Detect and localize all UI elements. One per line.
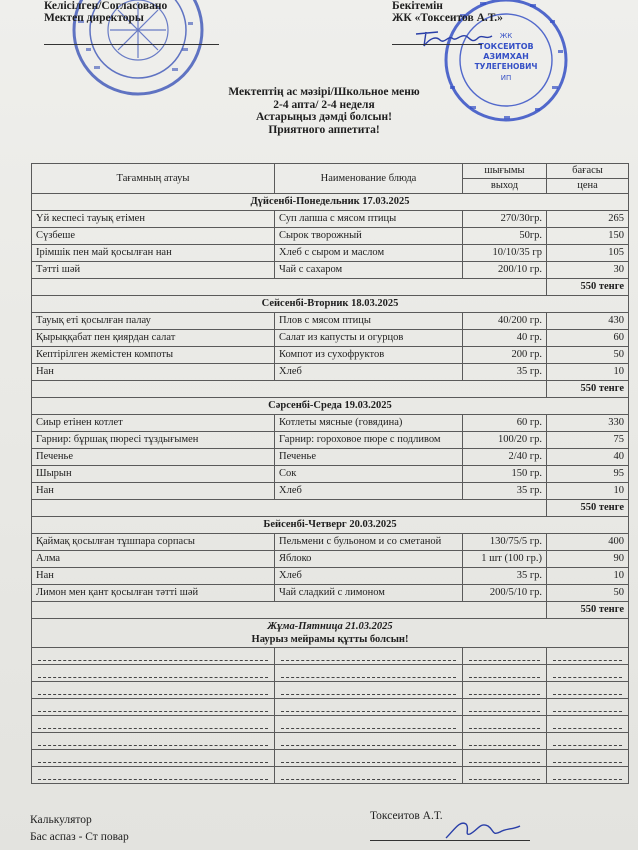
empty-cell bbox=[463, 648, 547, 665]
dish-name-ru: Хлеб с сыром и маслом bbox=[275, 245, 463, 262]
empty-row bbox=[32, 699, 629, 716]
dish-price: 430 bbox=[547, 313, 629, 330]
empty-cell bbox=[32, 767, 275, 784]
approve-label: Бекітемін bbox=[392, 0, 443, 12]
dish-price: 30 bbox=[547, 262, 629, 279]
empty-cell bbox=[463, 682, 547, 699]
dish-name-kz: Қаймақ қосылған тұшпара сорпасы bbox=[32, 534, 275, 551]
bottom-signature-line bbox=[370, 840, 530, 841]
table-row bbox=[32, 466, 629, 483]
day-total: 550 тенге bbox=[547, 500, 629, 517]
dish-output: 40/200 гр. bbox=[463, 313, 547, 330]
company-label: ЖК «Токсеитов А.Т.» bbox=[392, 12, 503, 24]
day-header-row bbox=[32, 398, 629, 415]
dish-output: 35 гр. bbox=[463, 364, 547, 381]
svg-text:ЖК: ЖК bbox=[499, 32, 513, 40]
dish-price: 50 bbox=[547, 347, 629, 364]
dish-price: 60 bbox=[547, 330, 629, 347]
total-row bbox=[32, 381, 629, 398]
friday-date: Жұма-Пятница 21.03.2025 bbox=[267, 621, 393, 632]
svg-text:ИП: ИП bbox=[500, 74, 512, 82]
dish-name-kz: Печенье bbox=[32, 449, 275, 466]
table-row bbox=[32, 364, 629, 381]
calculator-label: Калькулятор bbox=[30, 814, 92, 826]
dish-price: 400 bbox=[547, 534, 629, 551]
total-row bbox=[32, 602, 629, 619]
header-row bbox=[32, 164, 629, 179]
dish-name-kz: Алма bbox=[32, 551, 275, 568]
director-signature-line bbox=[44, 44, 219, 45]
dish-name-ru: Чай сладкий с лимоном bbox=[275, 585, 463, 602]
table-row bbox=[32, 568, 629, 585]
empty-cell bbox=[547, 716, 629, 733]
empty-cell bbox=[32, 733, 275, 750]
dish-name-kz: Шырын bbox=[32, 466, 275, 483]
empty-row bbox=[32, 716, 629, 733]
approval-right bbox=[392, 0, 503, 24]
empty-cell bbox=[32, 699, 275, 716]
friday-title bbox=[32, 619, 629, 648]
empty-cell bbox=[547, 648, 629, 665]
dish-name-kz: Сүзбеше bbox=[32, 228, 275, 245]
dish-name-ru: Чай с сахаром bbox=[275, 262, 463, 279]
day-header-row bbox=[32, 296, 629, 313]
dish-price: 50 bbox=[547, 585, 629, 602]
empty-cell bbox=[547, 682, 629, 699]
dish-name-ru: Компот из сухофруктов bbox=[275, 347, 463, 364]
menu-title bbox=[0, 86, 638, 136]
empty-cell bbox=[547, 733, 629, 750]
total-spacer bbox=[32, 602, 547, 619]
table-row bbox=[32, 483, 629, 500]
menu-table bbox=[31, 163, 629, 784]
empty-cell bbox=[275, 750, 463, 767]
table-row bbox=[32, 449, 629, 466]
empty-cell bbox=[463, 665, 547, 682]
table-row bbox=[32, 585, 629, 602]
dish-output: 35 гр. bbox=[463, 568, 547, 585]
total-row bbox=[32, 279, 629, 296]
dish-name-ru: Хлеб bbox=[275, 483, 463, 500]
approver-signature bbox=[412, 24, 502, 50]
header-price-kz: бағасы bbox=[547, 164, 629, 179]
empty-cell bbox=[547, 750, 629, 767]
total-spacer bbox=[32, 279, 547, 296]
svg-text:АЗИМХАН: АЗИМХАН bbox=[483, 52, 529, 61]
empty-cell bbox=[463, 767, 547, 784]
empty-cell bbox=[463, 750, 547, 767]
svg-text:ТОКСЕИТОВ: ТОКСЕИТОВ bbox=[478, 42, 534, 51]
dish-price: 40 bbox=[547, 449, 629, 466]
title-line-4: Приятного аппетита! bbox=[268, 123, 380, 136]
dish-name-ru: Пельмени с бульоном и со сметаной bbox=[275, 534, 463, 551]
title-line-1: Мектептің ас мәзірі/Школьное меню bbox=[228, 86, 420, 98]
title-line-3: Астарыңыз дәмді болсын! bbox=[256, 111, 392, 123]
total-row bbox=[32, 500, 629, 517]
empty-cell bbox=[32, 665, 275, 682]
empty-row bbox=[32, 733, 629, 750]
svg-text:ТУЛЕГЕНОВИЧ: ТУЛЕГЕНОВИЧ bbox=[474, 62, 538, 71]
table-row bbox=[32, 347, 629, 364]
dish-name-kz: Тауық еті қосылған палау bbox=[32, 313, 275, 330]
dish-name-kz: Тәтті шәй bbox=[32, 262, 275, 279]
dish-price: 10 bbox=[547, 568, 629, 585]
day-header-row bbox=[32, 194, 629, 211]
day-title: Сәрсенбі-Среда 19.03.2025 bbox=[32, 398, 629, 415]
empty-row bbox=[32, 665, 629, 682]
dish-output: 50гр. bbox=[463, 228, 547, 245]
total-spacer bbox=[32, 500, 547, 517]
empty-cell bbox=[32, 648, 275, 665]
dish-output: 40 гр. bbox=[463, 330, 547, 347]
table-row bbox=[32, 534, 629, 551]
table-row bbox=[32, 551, 629, 568]
empty-row bbox=[32, 750, 629, 767]
day-title: Сейсенбі-Вторник 18.03.2025 bbox=[32, 296, 629, 313]
empty-cell bbox=[463, 716, 547, 733]
bottom-signature bbox=[440, 810, 530, 844]
dish-output: 150 гр. bbox=[463, 466, 547, 483]
dish-price: 75 bbox=[547, 432, 629, 449]
dish-output: 100/20 гр. bbox=[463, 432, 547, 449]
empty-cell bbox=[275, 682, 463, 699]
dish-name-ru: Плов с мясом птицы bbox=[275, 313, 463, 330]
empty-cell bbox=[32, 716, 275, 733]
empty-row bbox=[32, 767, 629, 784]
header-out-kz: шығымы bbox=[463, 164, 547, 179]
dish-name-ru: Хлеб bbox=[275, 364, 463, 381]
dish-price: 10 bbox=[547, 483, 629, 500]
dish-name-kz: Гарнир: бұршақ пюресі тұздығымен bbox=[32, 432, 275, 449]
dish-output: 60 гр. bbox=[463, 415, 547, 432]
total-spacer bbox=[32, 381, 547, 398]
dish-price: 330 bbox=[547, 415, 629, 432]
dish-name-ru: Суп лапша с мясом птицы bbox=[275, 211, 463, 228]
empty-cell bbox=[32, 750, 275, 767]
table-row bbox=[32, 211, 629, 228]
dish-name-kz: Нан bbox=[32, 364, 275, 381]
empty-cell bbox=[275, 716, 463, 733]
dish-name-ru: Салат из капусты и огурцов bbox=[275, 330, 463, 347]
dish-price: 150 bbox=[547, 228, 629, 245]
approver-signature-line bbox=[392, 44, 482, 45]
dish-output: 130/75/5 гр. bbox=[463, 534, 547, 551]
dish-name-kz: Үй кеспесі тауық етімен bbox=[32, 211, 275, 228]
footer-name: Токсеитов А.Т. bbox=[370, 810, 443, 822]
dish-name-ru: Сок bbox=[275, 466, 463, 483]
empty-cell bbox=[547, 699, 629, 716]
day-total: 550 тенге bbox=[547, 279, 629, 296]
empty-cell bbox=[547, 665, 629, 682]
header-name-ru: Наименование блюда bbox=[275, 164, 463, 194]
empty-cell bbox=[32, 682, 275, 699]
empty-row bbox=[32, 648, 629, 665]
empty-cell bbox=[463, 733, 547, 750]
dish-name-kz: Қырыққабат пен қиярдан салат bbox=[32, 330, 275, 347]
dish-output: 2/40 гр. bbox=[463, 449, 547, 466]
empty-cell bbox=[547, 767, 629, 784]
empty-cell bbox=[463, 699, 547, 716]
day-total: 550 тенге bbox=[547, 381, 629, 398]
table-row bbox=[32, 432, 629, 449]
dish-name-ru: Котлеты мясные (говядина) bbox=[275, 415, 463, 432]
table-row bbox=[32, 415, 629, 432]
approval-left bbox=[44, 0, 167, 24]
dish-output: 200 гр. bbox=[463, 347, 547, 364]
dish-name-ru: Хлеб bbox=[275, 568, 463, 585]
title-line-2: 2-4 апта/ 2-4 неделя bbox=[273, 98, 375, 111]
footer-left bbox=[30, 812, 129, 846]
empty-cell bbox=[275, 699, 463, 716]
dish-name-kz: Нан bbox=[32, 568, 275, 585]
day-title: Бейсенбі-Четверг 20.03.2025 bbox=[32, 517, 629, 534]
dish-output: 200/5/10 гр. bbox=[463, 585, 547, 602]
agreed-label: Келісілген/Согласовано bbox=[44, 0, 168, 12]
header-name-kz: Тағамның атауы bbox=[32, 164, 275, 194]
table-row bbox=[32, 330, 629, 347]
director-label: Мектеп директоры bbox=[44, 12, 144, 24]
dish-name-kz: Лимон мен қант қосылған тәтті шәй bbox=[32, 585, 275, 602]
dish-output: 1 шт (100 гр.) bbox=[463, 551, 547, 568]
dish-name-ru: Сырок творожный bbox=[275, 228, 463, 245]
dish-price: 95 bbox=[547, 466, 629, 483]
empty-cell bbox=[275, 665, 463, 682]
empty-cell bbox=[275, 648, 463, 665]
dish-name-kz: Кептірілген жемістен компоты bbox=[32, 347, 275, 364]
dish-output: 200/10 гр. bbox=[463, 262, 547, 279]
header-price-ru: цена bbox=[547, 179, 629, 194]
holiday-greeting: Наурыз мейрамы құтты болсын! bbox=[251, 634, 409, 645]
table-row bbox=[32, 228, 629, 245]
table-row bbox=[32, 262, 629, 279]
dish-output: 35 гр. bbox=[463, 483, 547, 500]
empty-cell bbox=[275, 767, 463, 784]
dish-name-ru: Яблоко bbox=[275, 551, 463, 568]
dish-price: 10 bbox=[547, 364, 629, 381]
dish-name-ru: Гарнир: гороховое пюре с подливом bbox=[275, 432, 463, 449]
dish-name-ru: Печенье bbox=[275, 449, 463, 466]
table-row bbox=[32, 313, 629, 330]
header-out-ru: выход bbox=[463, 179, 547, 194]
dish-price: 105 bbox=[547, 245, 629, 262]
dish-price: 90 bbox=[547, 551, 629, 568]
day-title: Дүйсенбі-Понедельник 17.03.2025 bbox=[32, 194, 629, 211]
empty-row bbox=[32, 682, 629, 699]
dish-name-kz: Ірімшік пен май қосылған нан bbox=[32, 245, 275, 262]
dish-output: 10/10/35 гр bbox=[463, 245, 547, 262]
empty-cell bbox=[275, 733, 463, 750]
table-row bbox=[32, 245, 629, 262]
chef-label: Бас аспаз - Ст повар bbox=[30, 831, 129, 843]
dish-output: 270/30гр. bbox=[463, 211, 547, 228]
dish-name-kz: Нан bbox=[32, 483, 275, 500]
day-total: 550 тенге bbox=[547, 602, 629, 619]
day-header-row bbox=[32, 517, 629, 534]
dish-price: 265 bbox=[547, 211, 629, 228]
dish-name-kz: Сиыр етінен котлет bbox=[32, 415, 275, 432]
friday-row bbox=[32, 619, 629, 648]
